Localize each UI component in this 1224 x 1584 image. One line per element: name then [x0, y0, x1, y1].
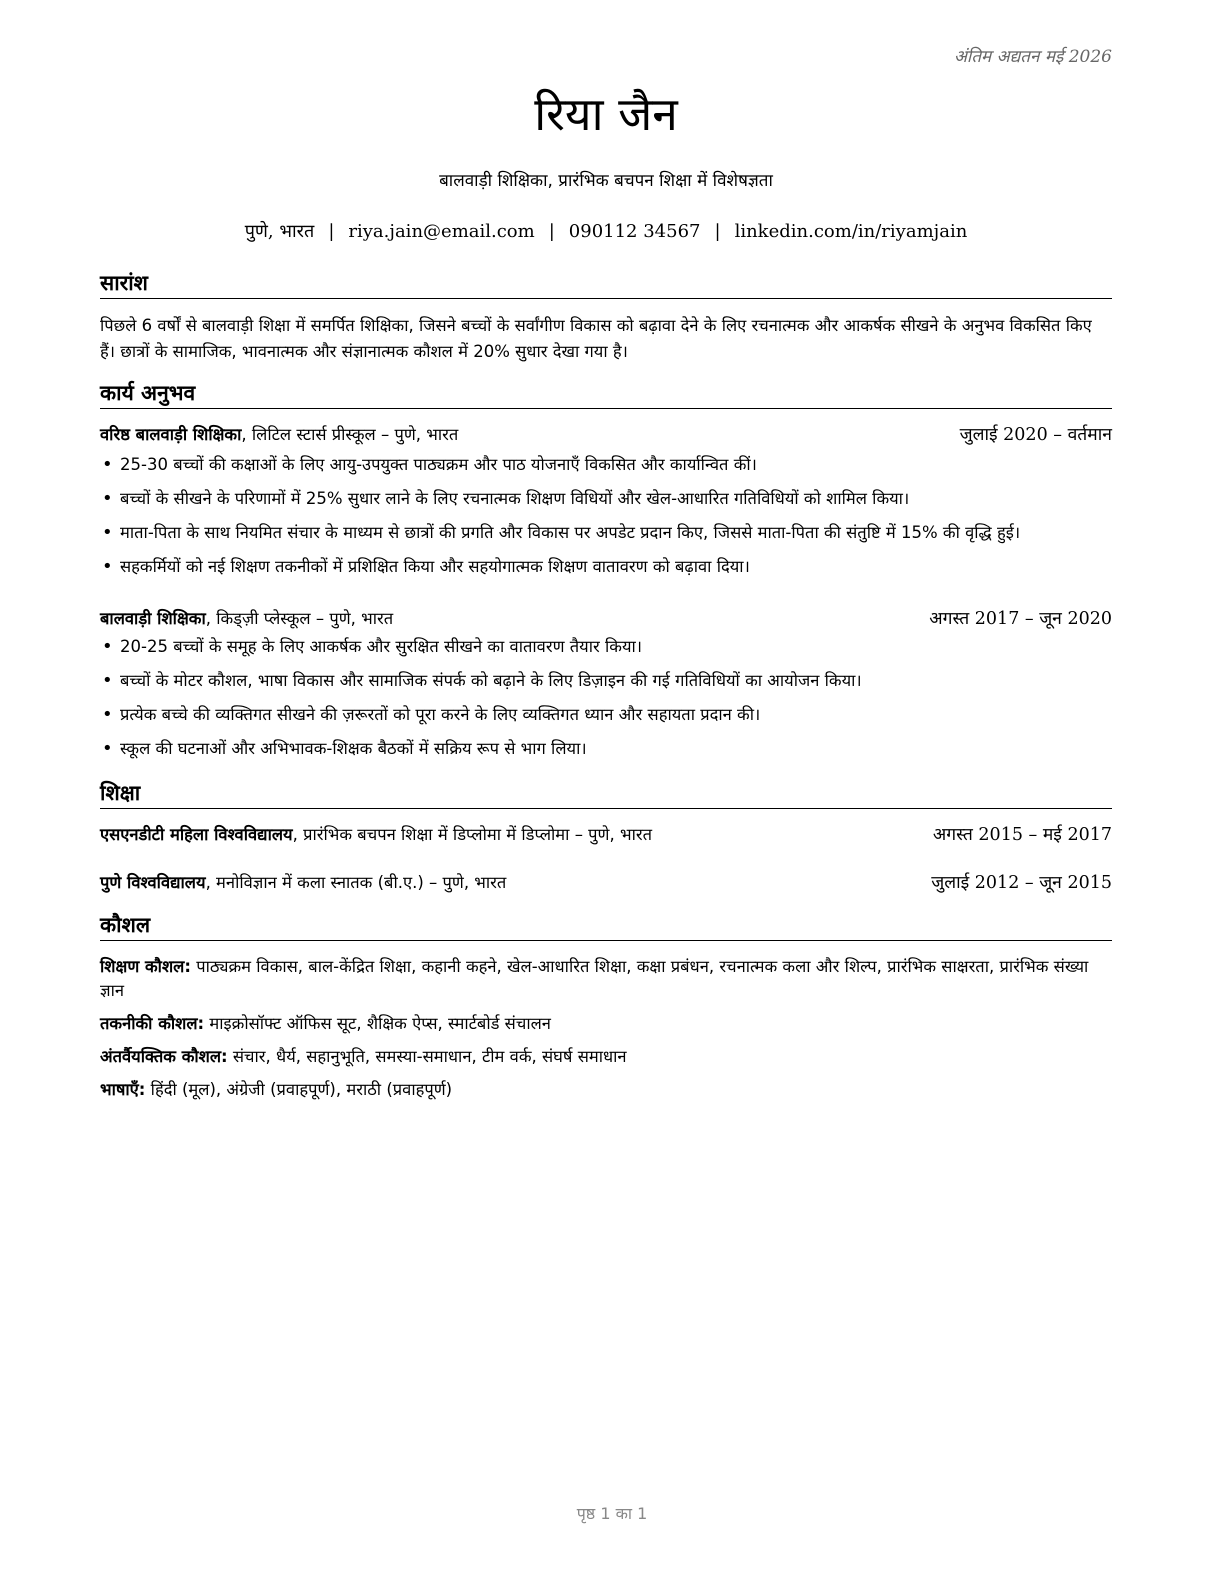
school-name: एसएनडीटी महिला विश्वविद्यालय [100, 825, 293, 844]
contact-phone: 090112 34567 [568, 221, 701, 242]
skill-value: पाठ्यक्रम विकास, बाल-केंद्रित शिक्षा, कहानी कहने, खेल-आधारित शिक्षा, कक्षा प्रबंधन, रचनात्मक कला और शिल्प, प्रारंभिक साक्षरता, प्रारंभिक संख्या ज्ञान [100, 957, 1089, 1000]
job-dates: अगस्त 2017 – जून 2020 [929, 609, 1112, 629]
last-updated: अंतिम अद्यतन मई 2026 [953, 47, 1112, 67]
skill-label: भाषाएँ: [100, 1080, 146, 1099]
section-title-summary: सारांश [100, 270, 1112, 299]
degree-detail: , मनोविज्ञान में कला स्नातक (बी.ए.) – पुणे, भारत [205, 873, 507, 892]
section-title-education: शिक्षा [100, 780, 1112, 809]
page-number: पृष्ठ 1 का 1 [576, 1504, 648, 1523]
job-org: , लिटिल स्टार्स प्रीस्कूल – पुणे, भारत [241, 425, 459, 444]
bullet-item: • प्रत्येक बच्चे की व्यक्तिगत सीखने की ज़रूरतों को पूरा करने के लिए व्यक्तिगत ध्यान और सहायता प्रदान की। [100, 703, 1112, 727]
candidate-name: रिया जैन [534, 87, 678, 141]
bullet-item: • स्कूल की घटनाओं और अभिभावक-शिक्षक बैठकों में सक्रिय रूप से भाग लिया। [100, 737, 1112, 761]
job-org: , किड्ज़ी प्लेस्कूल – पुणे, भारत [205, 609, 394, 628]
summary-section [100, 270, 1112, 365]
contact-email[interactable]: riya.jain@email.com [348, 221, 535, 242]
education-section [100, 780, 1112, 895]
bullet-item: • माता-पिता के साथ नियमित संचार के माध्यम से छात्रों की प्रगति और विकास पर अपडेट प्रदान किए, जिससे माता-पिता की संतुष्टि में 15% की वृद्धि हुई। [100, 521, 1112, 545]
skill-value: माइक्रोसॉफ्ट ऑफिस सूट, शैक्षिक ऐप्स, स्मार्टबोर्ड संचालन [204, 1014, 551, 1033]
bullet-item: • बच्चों के मोटर कौशल, भाषा विकास और सामाजिक संपर्क को बढ़ाने के लिए डिज़ाइन की गई गतिविधियों का आयोजन किया। [100, 669, 1112, 693]
school-name: पुणे विश्वविद्यालय [100, 873, 206, 892]
experience-section [100, 380, 1112, 761]
job-header [100, 423, 1112, 447]
separator: | [328, 221, 335, 242]
skill-label: तकनीकी कौशल: [100, 1014, 205, 1033]
skill-value: संचार, धैर्य, सहानुभूति, समस्या-समाधान, टीम वर्क, संघर्ष समाधान [227, 1047, 627, 1066]
resume-page [100, 0, 1112, 1584]
skill-label: शिक्षण कौशल: [100, 957, 191, 976]
headline: बालवाड़ी शिक्षिका, प्रारंभिक बचपन शिक्षा में विशेषज्ञता [439, 171, 773, 191]
separator: | [714, 221, 721, 242]
section-title-skills: कौशल [100, 912, 1112, 941]
education-entry [100, 871, 1112, 895]
job-dates: जुलाई 2020 – वर्तमान [959, 425, 1112, 445]
skill-row [100, 955, 1112, 1003]
bullet-item: • बच्चों के सीखने के परिणामों में 25% सुधार लाने के लिए रचनात्मक शिक्षण विधियों और खेल-आधारित गतिविधियों को शामिल किया। [100, 487, 1112, 511]
education-entry [100, 823, 1112, 847]
job-header [100, 607, 1112, 631]
bullet-item: • 20-25 बच्चों के समूह के लिए आकर्षक और सुरक्षित सीखने का वातावरण तैयार किया। [100, 635, 1112, 659]
job-entry [100, 423, 1112, 579]
skill-label: अंतर्वैयक्तिक कौशल: [100, 1047, 228, 1066]
degree-detail: , प्रारंभिक बचपन शिक्षा में डिप्लोमा में डिप्लोमा – पुणे, भारत [292, 825, 653, 844]
summary-text: पिछले 6 वर्षों से बालवाड़ी शिक्षा में समर्पित शिक्षिका, जिसने बच्चों के सर्वांगीण विकास को बढ़ावा देने के लिए रचनात्मक और आकर्षक सीखने के अनुभव विकसित किए हैं। छात्रों के सामाजिक, भावनात्मक और संज्ञानात्मक कौशल में 20% सुधार देखा गया है। [100, 316, 1092, 361]
section-title-experience: कार्य अनुभव [100, 380, 1112, 409]
job-role: वरिष्ठ बालवाड़ी शिक्षिका [100, 425, 242, 444]
skills-section [100, 912, 1112, 1102]
education-dates: जुलाई 2012 – जून 2015 [931, 873, 1112, 893]
separator: | [548, 221, 555, 242]
job-bullets [100, 635, 1112, 761]
skill-row [100, 1045, 1112, 1069]
education-dates: अगस्त 2015 – मई 2017 [932, 825, 1112, 845]
bullet-item: • सहकर्मियों को नई शिक्षण तकनीकों में प्रशिक्षित किया और सहयोगात्मक शिक्षण वातावरण को बढ़ावा दिया। [100, 555, 1112, 579]
job-entry [100, 607, 1112, 761]
skill-row [100, 1078, 1112, 1102]
contact-location: पुणे, भारत [244, 221, 315, 242]
contact-line [100, 219, 1112, 243]
job-bullets [100, 453, 1112, 579]
contact-linkedin[interactable]: linkedin.com/in/riyamjain [734, 221, 968, 242]
job-role: बालवाड़ी शिक्षिका [100, 609, 206, 628]
skill-value: हिंदी (मूल), अंग्रेजी (प्रवाहपूर्ण), मराठी (प्रवाहपूर्ण) [145, 1080, 453, 1099]
skill-row [100, 1012, 1112, 1036]
bullet-item: • 25-30 बच्चों की कक्षाओं के लिए आयु-उपयुक्त पाठ्यक्रम और पाठ योजनाएँ विकसित और कार्यान्वित कीं। [100, 453, 1112, 477]
